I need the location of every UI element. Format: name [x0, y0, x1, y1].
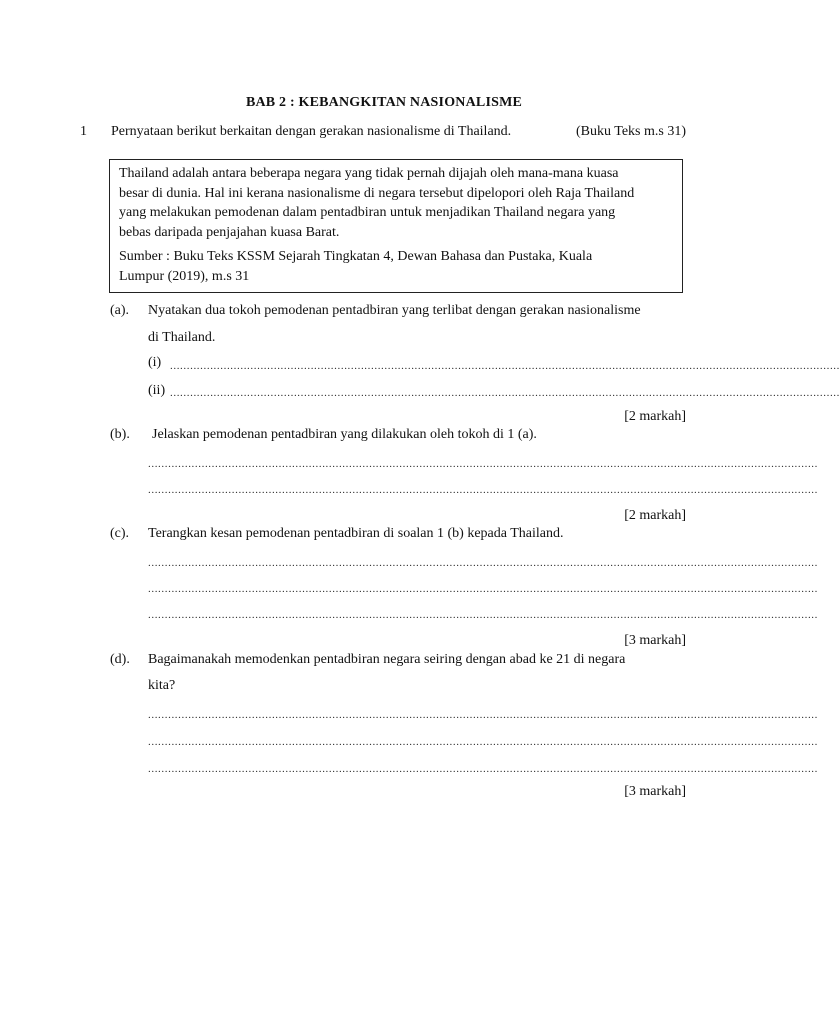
answer-line-d-1[interactable]: ........................................................................................................................................................................................................ [148, 709, 818, 721]
part-d-marks: [3 markah] [624, 784, 686, 799]
answer-line-c-3[interactable]: ........................................................................................................................................................................................................ [148, 609, 818, 621]
answer-line-a-ii[interactable]: ........................................................................................................................................................................................................ [170, 387, 840, 399]
part-d-label: (d). [110, 652, 130, 667]
question-number: 1 [80, 124, 87, 139]
part-a-question-cont: di Thailand. [148, 330, 216, 345]
citation-line: Sumber : Buku Teks KSSM Sejarah Tingkatan 4, Dewan Bahasa dan Pustaka, Kuala [119, 249, 593, 264]
part-b-label: (b). [110, 427, 130, 442]
source-line: yang melakukan pemodenan dalam pentadbiran untuk menjadikan Thailand negara yang [119, 205, 616, 220]
answer-line-d-2[interactable]: ........................................................................................................................................................................................................ [148, 736, 818, 748]
page-title: BAB 2 : KEBANGKITAN NASIONALISME [245, 95, 523, 110]
answer-line-c-1[interactable]: ........................................................................................................................................................................................................ [148, 557, 818, 569]
answer-line-b-1[interactable]: ........................................................................................................................................................................................................ [148, 458, 818, 470]
part-a-sub-i-label: (i) [148, 355, 162, 370]
part-d-question-cont: kita? [148, 678, 176, 693]
answer-line-c-2[interactable]: ........................................................................................................................................................................................................ [148, 583, 818, 595]
part-c-question: Terangkan kesan pemodenan pentadbiran di soalan 1 (b) kepada Thailand. [148, 526, 564, 541]
source-line: bebas daripada penjajahan kuasa Barat. [119, 224, 340, 240]
answer-line-a-i[interactable]: ........................................................................................................................................................................................................ [170, 360, 840, 372]
answer-line-d-3[interactable]: ........................................................................................................................................................................................................ [148, 763, 818, 775]
part-a-question: Nyatakan dua tokoh pemodenan pentadbiran yang terlibat dengan gerakan nasionalisme [148, 303, 641, 318]
question-reference: (Buku Teks m.s 31) [576, 124, 686, 139]
source-line: Thailand adalah antara beberapa negara yang tidak pernah dijajah oleh mana-mana kuasa [119, 166, 619, 181]
source-paragraph [119, 164, 672, 242]
part-d-question: Bagaimanakah memodenkan pentadbiran negara seiring dengan abad ke 21 di negara [148, 652, 626, 667]
part-a-sub-ii-label: (ii) [148, 383, 166, 398]
question-stem: Pernyataan berikut berkaitan dengan gerakan nasionalisme di Thailand. [111, 124, 512, 139]
source-line: besar di dunia. Hal ini kerana nasionalisme di negara tersebut dipelopori oleh Raja Thailand [119, 185, 635, 201]
citation-line: Lumpur (2019), m.s 31 [119, 268, 250, 284]
part-c-marks: [3 markah] [624, 633, 686, 648]
answer-line-b-2[interactable]: ........................................................................................................................................................................................................ [148, 484, 818, 496]
part-b-marks: [2 markah] [624, 508, 686, 523]
part-a-label: (a). [110, 303, 130, 318]
source-box [109, 159, 683, 293]
part-a-marks: [2 markah] [624, 409, 686, 424]
part-c-label: (c). [110, 526, 130, 541]
source-citation [119, 247, 672, 286]
part-b-question: Jelaskan pemodenan pentadbiran yang dilakukan oleh tokoh di 1 (a). [152, 427, 537, 442]
